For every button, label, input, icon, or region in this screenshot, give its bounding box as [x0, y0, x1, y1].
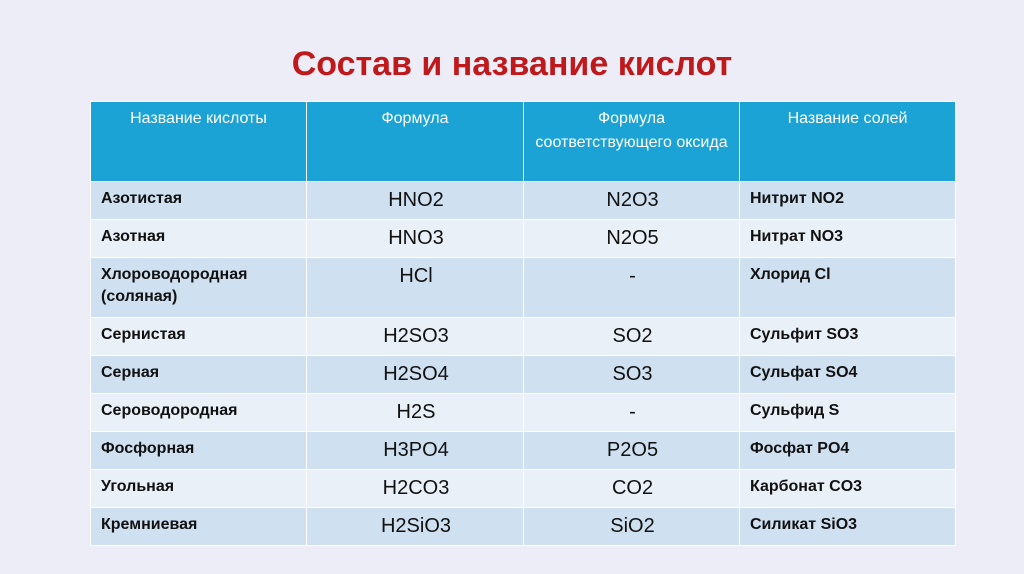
- oxide-cell: SiO2: [524, 508, 740, 546]
- oxide-cell: N2O5: [524, 220, 740, 258]
- formula-cell: H3PO4: [307, 432, 524, 470]
- table-row: [91, 508, 956, 546]
- table-row: [91, 432, 956, 470]
- oxide-cell: CO2: [524, 470, 740, 508]
- salt-cell: Нитрит NO2: [740, 182, 956, 220]
- formula-cell: H2SO3: [307, 318, 524, 356]
- oxide-cell: -: [524, 394, 740, 432]
- acid-name-cell: Азотистая: [91, 182, 307, 220]
- salt-cell: Силикат SiO3: [740, 508, 956, 546]
- formula-cell: H2SO4: [307, 356, 524, 394]
- acid-name-cell: Серная: [91, 356, 307, 394]
- salt-cell: Карбонат CO3: [740, 470, 956, 508]
- header-acid-name: Название кислоты: [91, 102, 307, 182]
- table-row: [91, 220, 956, 258]
- table-header-row: [91, 102, 956, 182]
- salt-cell: Хлорид Cl: [740, 258, 956, 318]
- oxide-cell: SO3: [524, 356, 740, 394]
- formula-cell: H2CO3: [307, 470, 524, 508]
- table-row: [91, 394, 956, 432]
- oxide-cell: P2O5: [524, 432, 740, 470]
- salt-cell: Фосфат PO4: [740, 432, 956, 470]
- formula-cell: H2S: [307, 394, 524, 432]
- table-row: [91, 182, 956, 220]
- header-salt-name: Название солей: [740, 102, 956, 182]
- salt-cell: Сульфид S: [740, 394, 956, 432]
- oxide-cell: N2O3: [524, 182, 740, 220]
- salt-cell: Нитрат NO3: [740, 220, 956, 258]
- formula-cell: HCl: [307, 258, 524, 318]
- acid-name-cell: Фосфорная: [91, 432, 307, 470]
- slide-title: Состав и название кислот: [291, 45, 733, 83]
- table-row: [91, 470, 956, 508]
- salt-cell: Сульфат SO4: [740, 356, 956, 394]
- oxide-cell: -: [524, 258, 740, 318]
- acid-name-cell: Сернистая: [91, 318, 307, 356]
- acid-name-cell: Азотная: [91, 220, 307, 258]
- formula-cell: HNO3: [307, 220, 524, 258]
- acid-name-cell: Кремниевая: [91, 508, 307, 546]
- salt-cell: Сульфит SO3: [740, 318, 956, 356]
- acid-name-cell: Угольная: [91, 470, 307, 508]
- header-formula: Формула: [307, 102, 524, 182]
- table-row: [91, 318, 956, 356]
- acids-table: [90, 101, 956, 546]
- acid-name-cell: Хлороводородная (соляная): [91, 258, 307, 318]
- table-row: [91, 258, 956, 318]
- formula-cell: H2SiO3: [307, 508, 524, 546]
- acid-name-cell: Сероводородная: [91, 394, 307, 432]
- table-row: [91, 356, 956, 394]
- formula-cell: HNO2: [307, 182, 524, 220]
- header-oxide-formula: Формула соответствующего оксида: [524, 102, 740, 182]
- oxide-cell: SO2: [524, 318, 740, 356]
